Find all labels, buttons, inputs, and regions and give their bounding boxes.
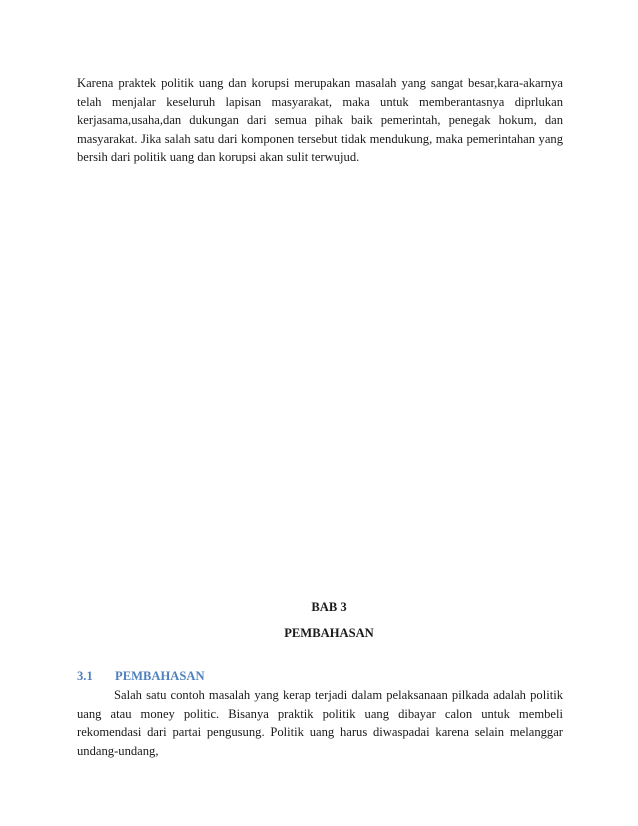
chapter-title: PEMBAHASAN xyxy=(284,626,374,640)
section-heading xyxy=(77,669,205,684)
chapter-number: BAB 3 xyxy=(311,600,347,614)
section-paragraph: Salah satu contoh masalah yang kerap terjadi dalam pelaksanaan pilkada adalah politik uang atau money politic. Bisanya praktik politik uang dibayar calon untuk membeli rekomendasi dari partai pengusung. Politik uang harus diwaspadai karena selain melanggar undang-undang, xyxy=(77,688,563,758)
section-number: 3.1 xyxy=(77,669,93,683)
section-title: PEMBAHASAN xyxy=(115,669,205,683)
intro-paragraph: Karena praktek politik uang dan korupsi merupakan masalah yang sangat besar,kara-akarnya telah menjalar keseluruh lapisan masyarakat, maka untuk memberantasnya diprlukan kerjasama,usaha,dan dukungan dari semua pihak baik pemerintah, penegak hokum, dan masyarakat. Jika salah satu dari komponen tersebut tidak mendukung, maka pemerintahan yang bersih dari politik uang dan korupsi akan sulit terwujud. xyxy=(77,76,563,165)
